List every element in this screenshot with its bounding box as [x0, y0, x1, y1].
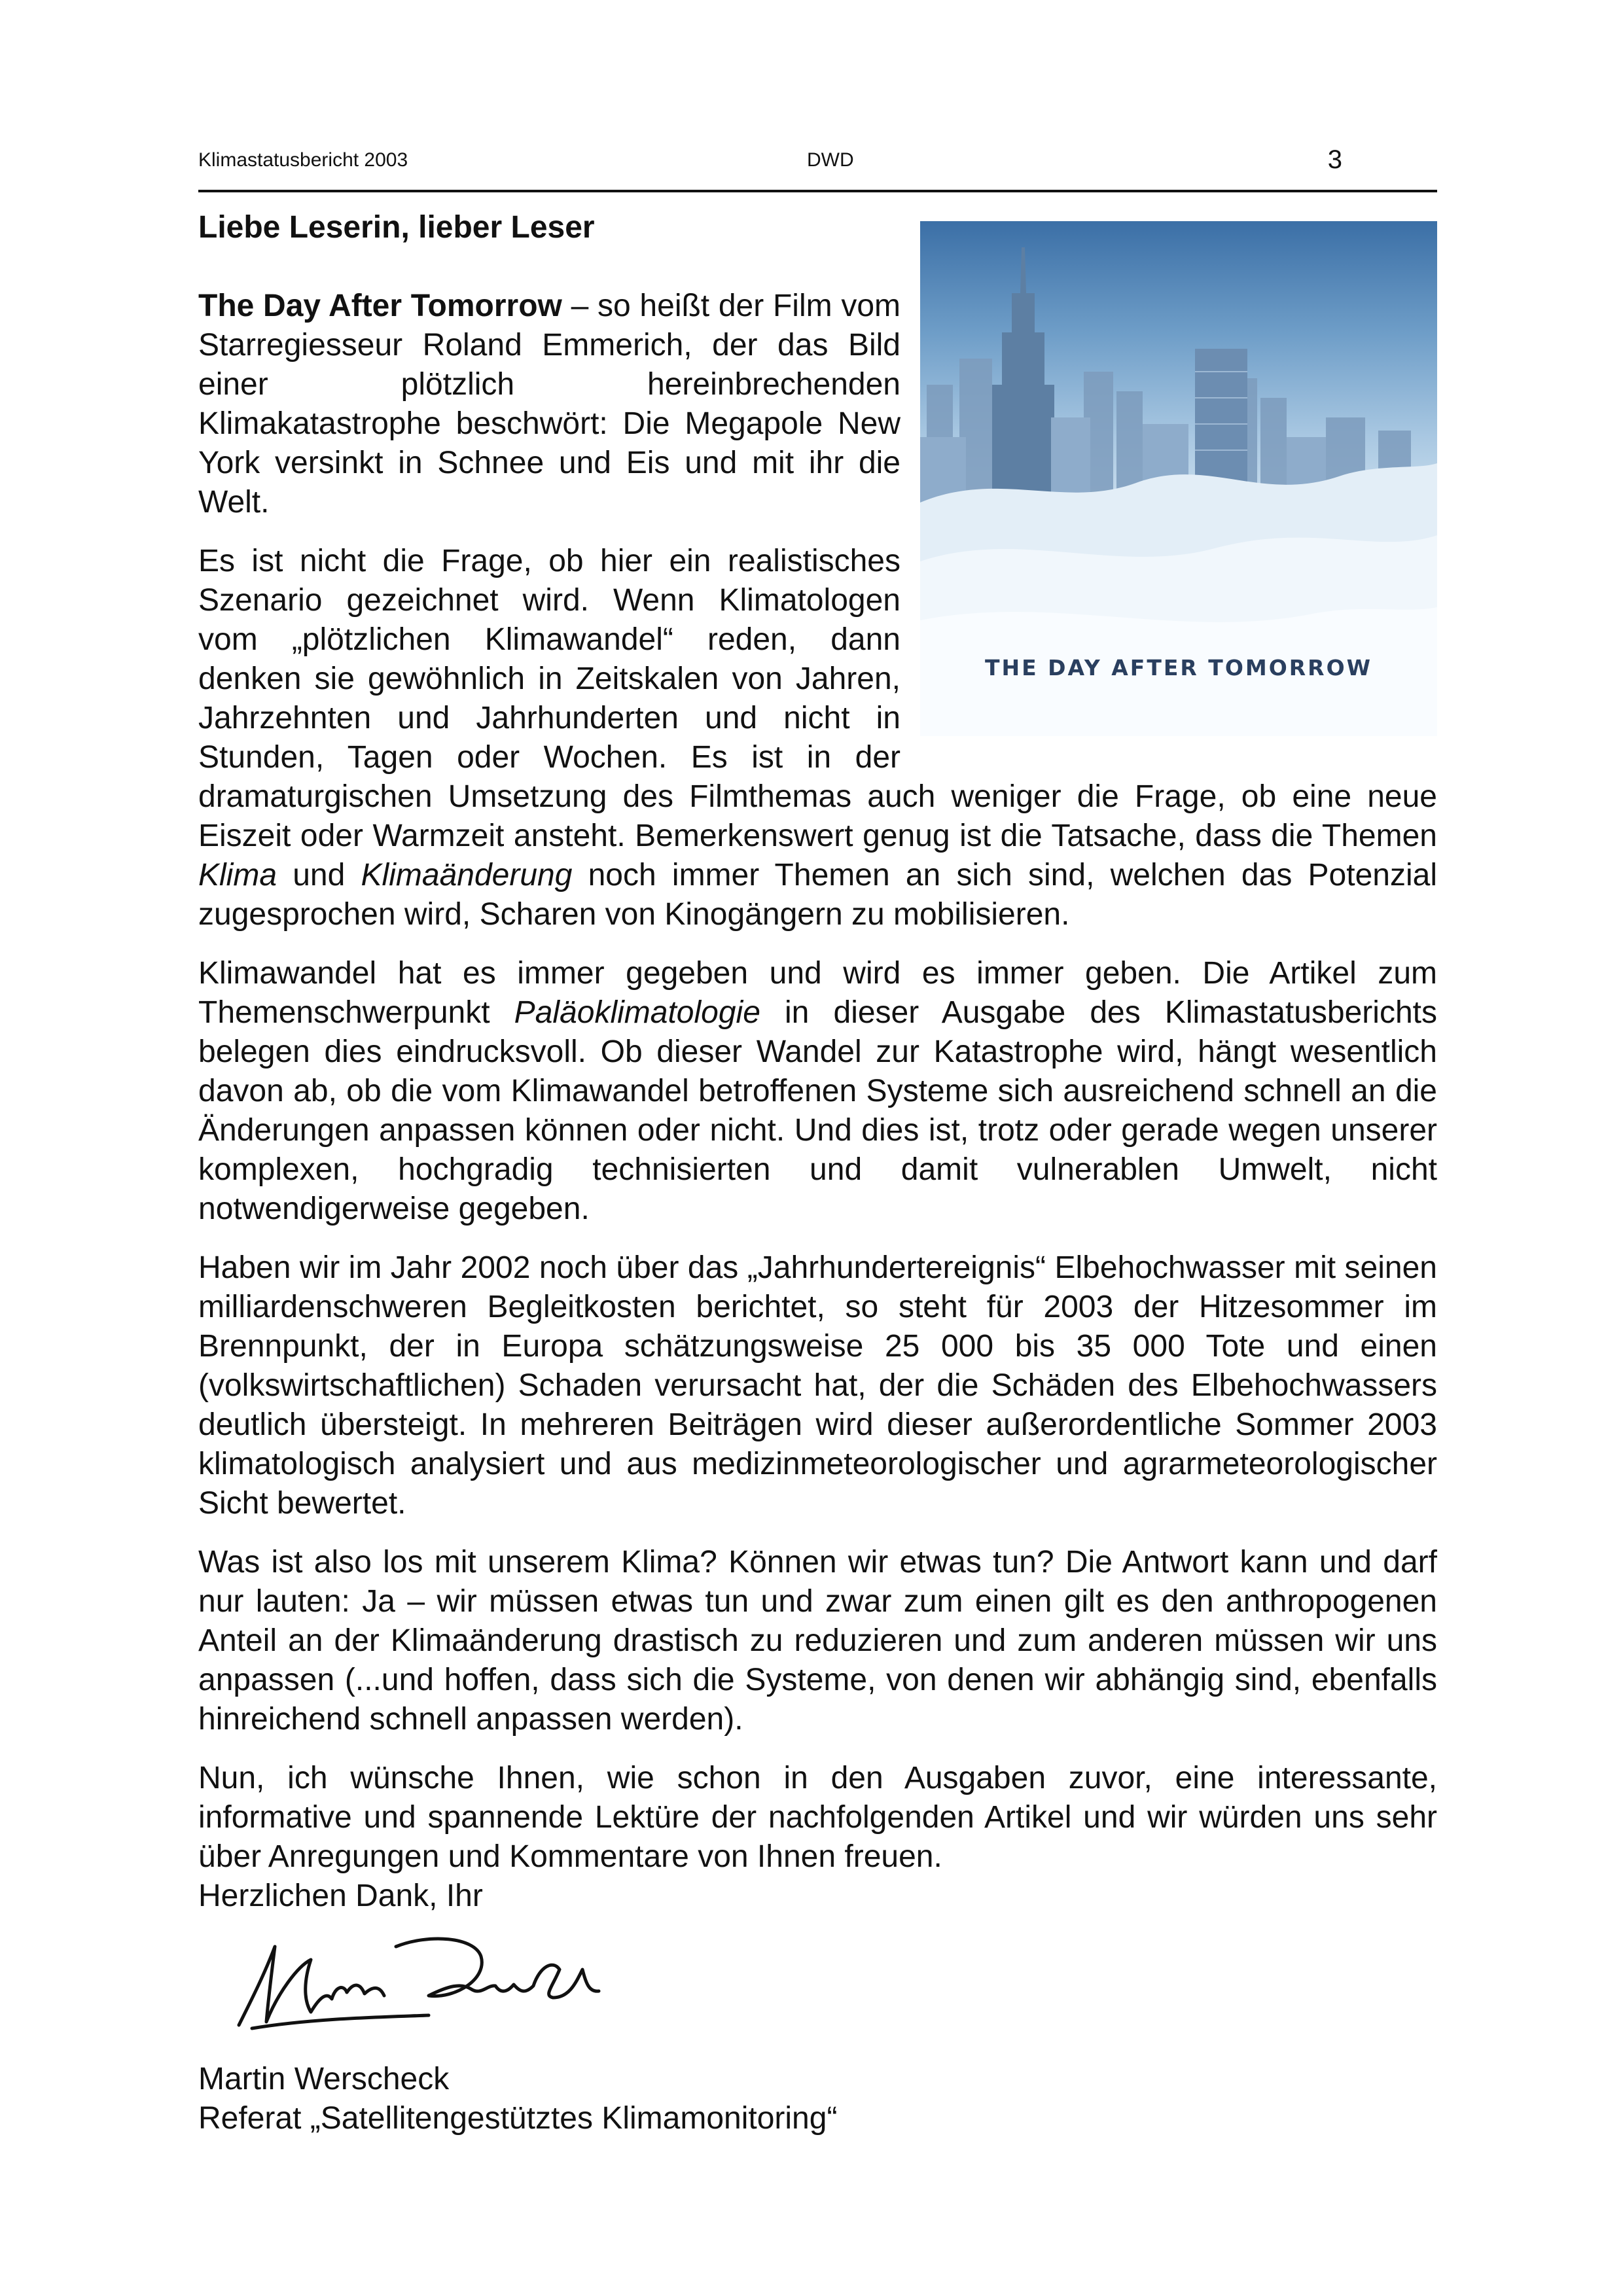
paragraph-4: Haben wir im Jahr 2002 noch über das „Jahrhundertereignis“ Elbehochwasser mit seinen milliardenschweren Begleitkosten berichtet, so steht für 2003 der Hitzesommer im Brennpunkt, der in Europa schätzungsweise 25 000 bis 35 000 Tote und einen (volkswirtschaftlichen) Schaden verursacht hat, der die Schäden des Elbehochwassers deutlich übersteigt. In mehreren Beiträgen wird dieser außerordentliche Sommer 2003 klimatologisch analysiert und aus medizinmeteorologischer und agrarmeteorologischer Sicht bewertet.	[198, 1250, 1437, 1521]
letter-body	[198, 208, 1437, 1916]
paragraph-5: Was ist also los mit unserem Klima? Können wir etwas tun? Die Antwort kann und darf nur lauten: Ja – wir müssen etwas tun und zwar zum einen gilt es den anthropogenen Anteil an der Klimaänderung drastisch zu reduzieren und zum anderen müssen wir uns anpassen (...und hoffen, dass sich die Systeme, von denen wir abhängig sind, ebenfalls hinreichend schnell anpassen werden).	[198, 1545, 1437, 1737]
report-title: Klimastatusbericht 2003	[198, 149, 408, 171]
closing-line: Herzlichen Dank, Ihr	[198, 1879, 483, 1913]
paragraph-6: Nun, ich wünsche Ihnen, wie schon in den Ausgaben zuvor, eine interessante, informative und spannende Lektüre der nachfolgenden Artikel und wir würden uns sehr über Anregungen und Kommentare von Ihnen freuen.	[198, 1761, 1437, 1874]
author-department: Referat „Satellitengestütztes Klimamonitoring“	[198, 2101, 838, 2136]
film-title: The Day After Tomorrow	[198, 289, 562, 323]
closing-block	[198, 1759, 1437, 1916]
header-rule	[198, 190, 1437, 192]
author-block	[198, 2060, 837, 2138]
movie-poster-image	[920, 221, 1437, 736]
paragraph-3: Klimawandel hat es immer gegeben und wird es immer geben. Die Artikel zum Themenschwerpunkt Paläoklimatologie in dieser Ausgabe des Klimastatusberichts belegen dies eindrucksvoll. Ob dieser Wandel zur Katastrophe wird, hängt wesentlich davon ab, ob die vom Klimawandel betroffenen Systeme sich ausreichend schnell an die Änderungen anpassen können oder nicht. Und dies ist, trotz oder gerade wegen unserer komplexen, hochgradig technisierten und damit vulnerablen Umwelt, nicht notwendigerweise gegeben.	[198, 956, 1437, 1226]
paragraph-1: The Day After Tomorrow – so heißt der Film vom Starregiesseur Roland Emmerich, der das Bild einer plötzlich hereinbrechenden Klimakatastrophe beschwört: Die Megapole New York versinkt in Schnee und Eis und mit ihr die Welt.	[198, 289, 901, 520]
organization: DWD	[807, 149, 854, 171]
greeting: Liebe Leserin, lieber Leser	[198, 210, 595, 245]
paragraph-2: Es ist nicht die Frage, ob hier ein realistisches Szenario gezeichnet wird. Wenn Klimatologen vom „plötzlichen Klimawandel“ reden, dann denken sie gewöhnlich in Zeitskalen von Jahren, Jahrzehnten und Jahrhunderten und nicht in Stunden, Tagen oder Wochen. Es ist in der dramaturgischen Umsetzung des Filmthemas auch weniger die Frage, ob eine neue Eiszeit oder Warmzeit ansteht. Bemerkenswert genug ist die Tatsache, dass die Themen Klima und Klimaänderung noch immer Themen an sich sind, welchen das Potenzial zugesprochen wird, Scharen von Kinogängern zu mobilisieren.	[198, 544, 1437, 932]
page-number: 3	[1327, 145, 1342, 174]
poster-title: THE DAY AFTER TOMORROW	[984, 655, 1373, 680]
author-name: Martin Werscheck	[198, 2062, 450, 2096]
page-header	[198, 145, 1437, 178]
handwritten-signature	[213, 1920, 658, 2051]
